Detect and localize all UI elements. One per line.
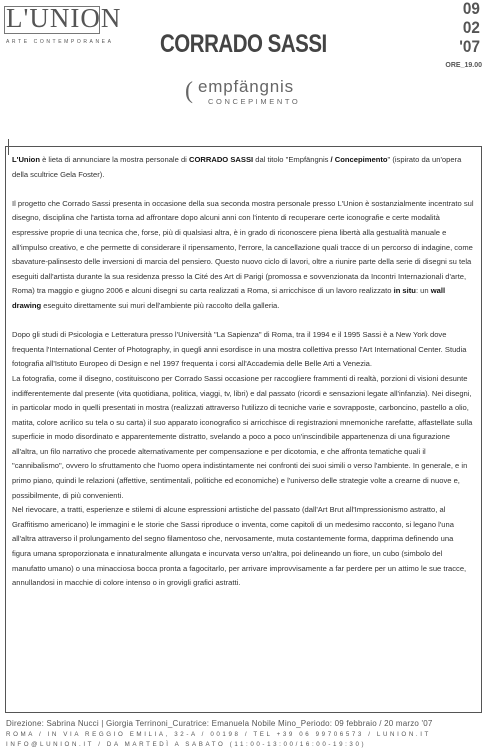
footer-address: ROMA / IN VIA REGGIO EMILIA, 32-A / 00198 / TEL +39 06 99706573 / LUNION.IT [6, 731, 431, 738]
paragraph-intro: L'Union è lieta di annunciare la mostra personale di CORRADO SASSI dal titolo "Empfängnis / Concepimento" (ispirato da un'opera della scultrice Gela Foster). [12, 155, 462, 179]
title-parenthesis: ( [185, 78, 193, 104]
paragraph-references: Nel rievocare, a tratti, esperienze e stilemi di alcune espressioni artistiche del passato (dall'Art Brut all'Impressionismo astratto, al Graffitismo americano) le immagini e le storie che Sassi riproduce o inventa, come capitoli di un medesimo racconto, si legano l'una all'altra attraverso il prolungamento del segno filamentoso che, nervosamente, muta costantemente forma, dapprima definendo una figura umana sproporzionata e innaturalmente allungata e incurvata verso un'altra, poi delineando un fiore, un cubo (simbolo del manufatto umano) o una minacciosa bocca pronta a fagocitarlo, per arrivare improvvisamente a far perdere per un attimo le sue tracce, annullandosi in macchie di colore intenso o in grovigli grafici astratti. [12, 505, 467, 588]
paragraph-biography: Dopo gli studi di Psicologia e Letteratura presso l'Università "La Sapienza" di Roma, tra il 1994 e il 1995 Sassi è a New York dove frequenta l'International Center of Photography, in quegli anni esordisce in una mostra collettiva presso l'Art International Center. Studia fotografia all'Istituto Europeo di Design e nel 1997 frequenta i corsi all'Accademia delle Belle Arti a Venezia. [12, 330, 467, 369]
artist-name-inline: CORRADO SASSI [188, 155, 254, 164]
date-year: '07 [459, 37, 480, 56]
title-inline: / Concepimento [330, 155, 388, 164]
date-day: 09 [462, 0, 480, 18]
press-release-text [12, 153, 474, 591]
exhibition-subtitle: CONCEPIMENTO [208, 97, 301, 106]
footer-credits: Direzione: Sabrina Nucci | Giorgia Terrinoni_Curatrice: Emanuela Nobile Mino_Periodo: 09 febbraio / 20 marzo '07 [6, 719, 433, 728]
paragraph-project: Il progetto che Corrado Sassi presenta in occasione della sua seconda mostra personale presso L'Union è sostanzialmente incentrato sul disegno, disciplina che l'artista torna ad affrontare dopo alcuni anni con l'intento di recuperare certe iconografie e certe modalità espressive proprie di una tecnica che, forse, più di qualsiasi altra, è in grado di riconoscere piena libertà alla gestualità manuale e all'impulso creativo, e che permette di considerare il ripensamento, l'errore, la cancellazione quali tracce di un percorso di indagine, come sbavature-palinsesto delle inversioni di marcia del pensiero. Questo nuovo ciclo di lavori, oltre a riunire parte della serie di disegni su tela eseguiti dall'artista durante la sua residenza presso la Cité des Art di Parigi (promossa e sovvenzionata da Incontri Internazionali d'arte, Roma) tra maggio e giugno 2006 e alcuni disegni su carta realizzati a Roma, si arricchisce di un lavoro realizzato in situ: un wall drawing eseguito direttamente sui muri dell'ambiente più raccolto della galleria. [12, 198, 474, 310]
date-month: 02 [462, 18, 480, 37]
opening-hour: ORE_19.00 [445, 62, 482, 69]
logo: L'UNION [6, 3, 122, 33]
press-release-box [5, 146, 482, 713]
footer-contacts: INFO@LUNION.IT / DA MARTEDÌ A SABATO (11:00-13:00/16:00-19:30) [6, 741, 367, 748]
artist-name: CORRADO SASSI [160, 30, 327, 58]
paragraph-photography: La fotografia, come il disegno, costituiscono per Corrado Sassi occasione per raccogliere frammenti di realtà, porzioni di visioni desunte indifferentemente dal presente (vita quotidiana, politica, viaggi, tv, libri) e dal passato (ricordi e sensazioni legate all'infanzia). Nei disegni, in particolar modo in quelli presentati in mostra (realizzati attraverso l'utilizzo di tecniche varie e sovrapposte, carboncino, pastello a olio, matita, colore acrilico su tela o su carta) il suo apparato iconografico si arricchisce di registrazioni mnemoniche rarefatte, affastellate sulla superficie in modo disordinato e apparentemente distratto, svelando a poco a poco un'inscindibile appartenenza di una figurazione all'altra, un filo narrativo che procede alternativamente per compensazione e per dicotomia, e che affronta tematiche quali il "cannibalismo", ovvero lo sfruttamento che l'uomo opera indistintamente nei confronti dei suoi simili o verso l'ambiente. In generale, e in primo piano, quindi le relazioni (affettive, sentimentali, politiche ed economiche) e l'universo delle strategie volte a crearne di nuove e, possibilmente, di più convenienti. [12, 373, 473, 500]
gallery-name: L'Union [12, 155, 40, 164]
exhibition-title: empfängnis [198, 77, 294, 96]
logo-subtitle: ARTE CONTEMPORANEA [6, 39, 114, 45]
